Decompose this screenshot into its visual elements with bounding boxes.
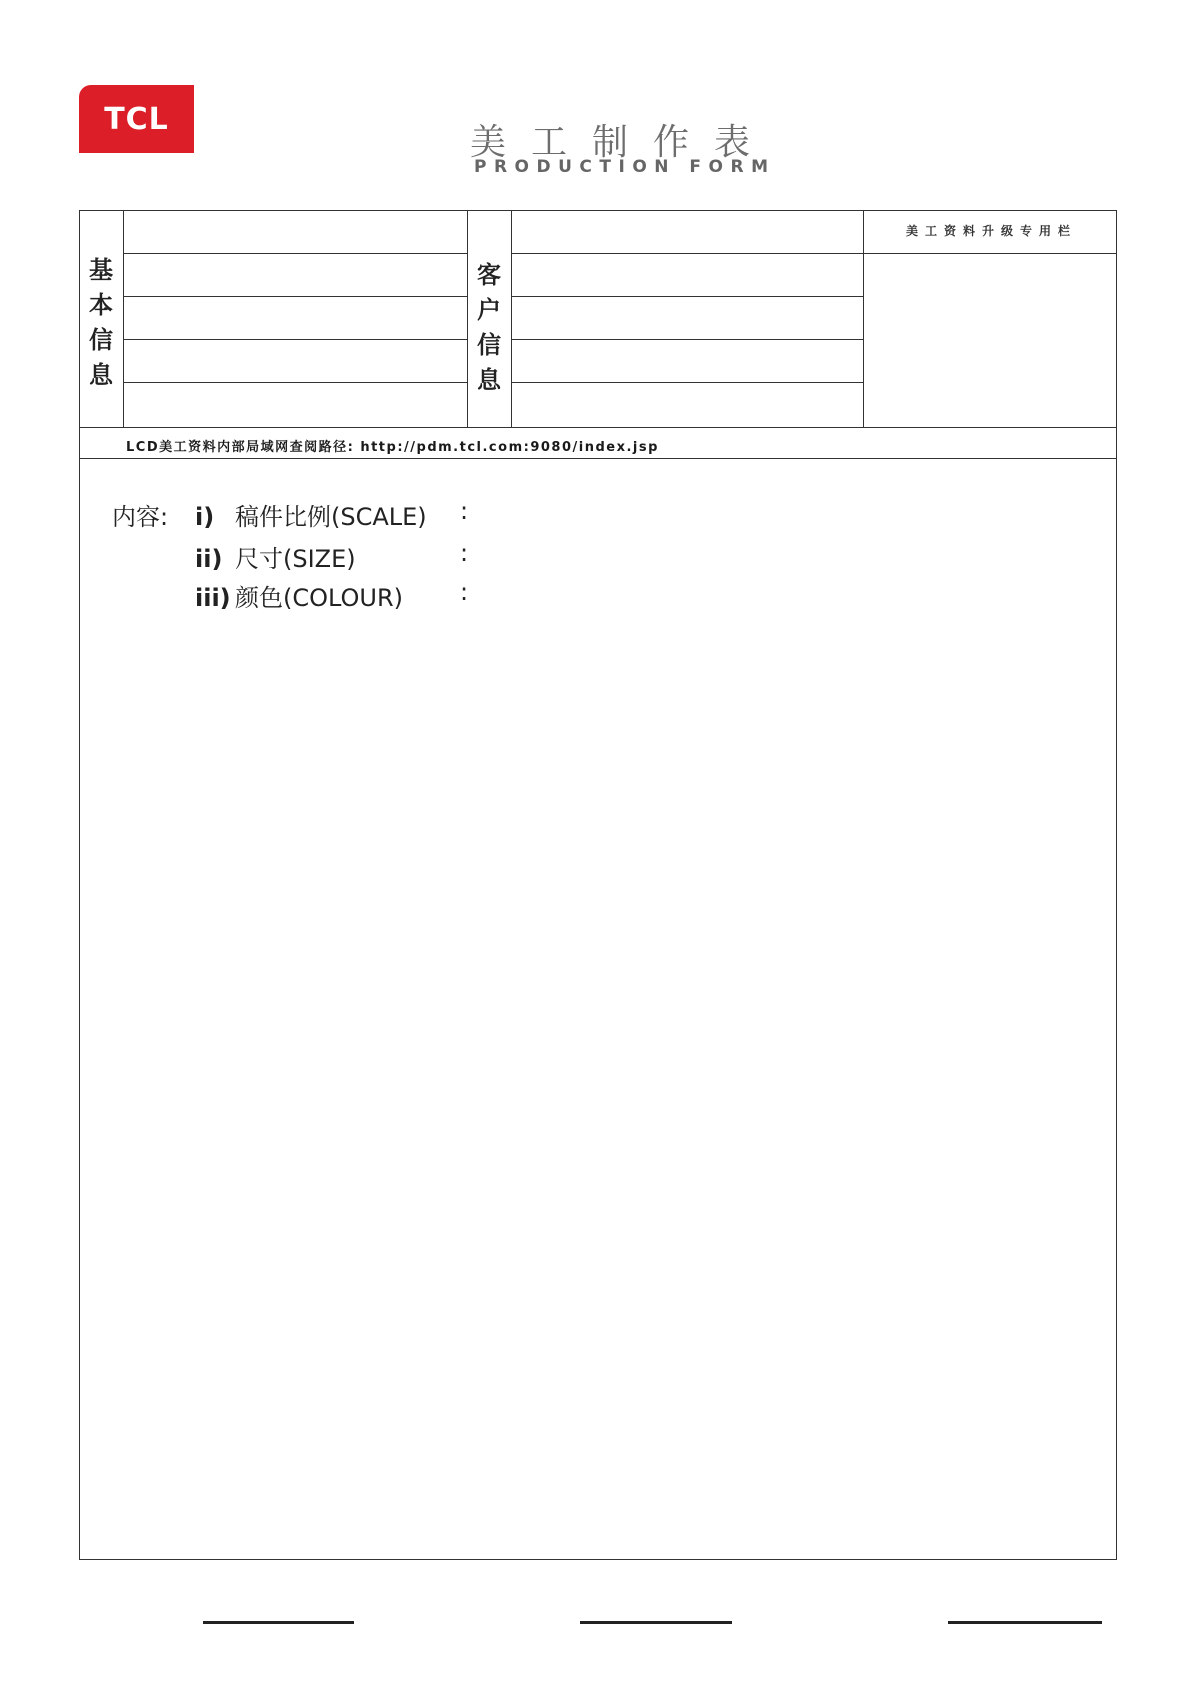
- spec-label: 稿件比例(SCALE): [235, 503, 427, 531]
- signature-line: [948, 1621, 1102, 1624]
- divider-basic-label: [123, 210, 124, 427]
- url-row-top: [79, 427, 1117, 428]
- divider-basic-fields: [467, 210, 468, 427]
- spec-label: 颜色(COLOUR): [235, 584, 404, 612]
- spec-number: iii): [195, 584, 231, 612]
- customer-field-line: [511, 296, 863, 297]
- customer-field-line: [511, 253, 1117, 254]
- divider-customer-label: [511, 210, 512, 427]
- spec-label: 尺寸(SIZE): [235, 545, 356, 573]
- customer-field-line: [511, 382, 863, 383]
- logo-text: TCL: [104, 101, 169, 137]
- title-english: PRODUCTION FORM: [474, 157, 776, 177]
- spec-scale: [195, 497, 427, 532]
- form-frame: [79, 210, 1117, 1560]
- divider-upgrade: [863, 210, 864, 427]
- basic-field-line: [123, 382, 467, 383]
- spec-colon: :: [460, 539, 469, 567]
- spec-colon: :: [460, 497, 469, 525]
- customer-info-label: 客 户 信 息: [477, 261, 501, 394]
- url-row-bottom: [79, 458, 1117, 459]
- spec-colon: :: [460, 578, 469, 606]
- title-chinese: 美工制作表: [470, 122, 776, 163]
- basic-info-label: 基 本 信 息: [89, 256, 113, 389]
- basic-field-line: [123, 296, 467, 297]
- spec-number: ii): [195, 545, 223, 573]
- intranet-url: LCD美工资料内部局域网查阅路径: http://pdm.tcl.com:9080/index.jsp: [126, 440, 659, 455]
- customer-field-line: [511, 339, 863, 340]
- spec-number: i): [195, 503, 215, 531]
- signature-line: [580, 1621, 732, 1624]
- spec-size: [195, 539, 356, 574]
- spec-colour: [195, 578, 403, 613]
- tcl-logo: [79, 85, 194, 153]
- basic-field-line: [123, 253, 467, 254]
- basic-field-line: [123, 339, 467, 340]
- signature-line: [203, 1621, 354, 1624]
- content-label: 内容:: [112, 503, 169, 531]
- upgrade-column-header: 美工资料升级专用栏: [906, 224, 1078, 238]
